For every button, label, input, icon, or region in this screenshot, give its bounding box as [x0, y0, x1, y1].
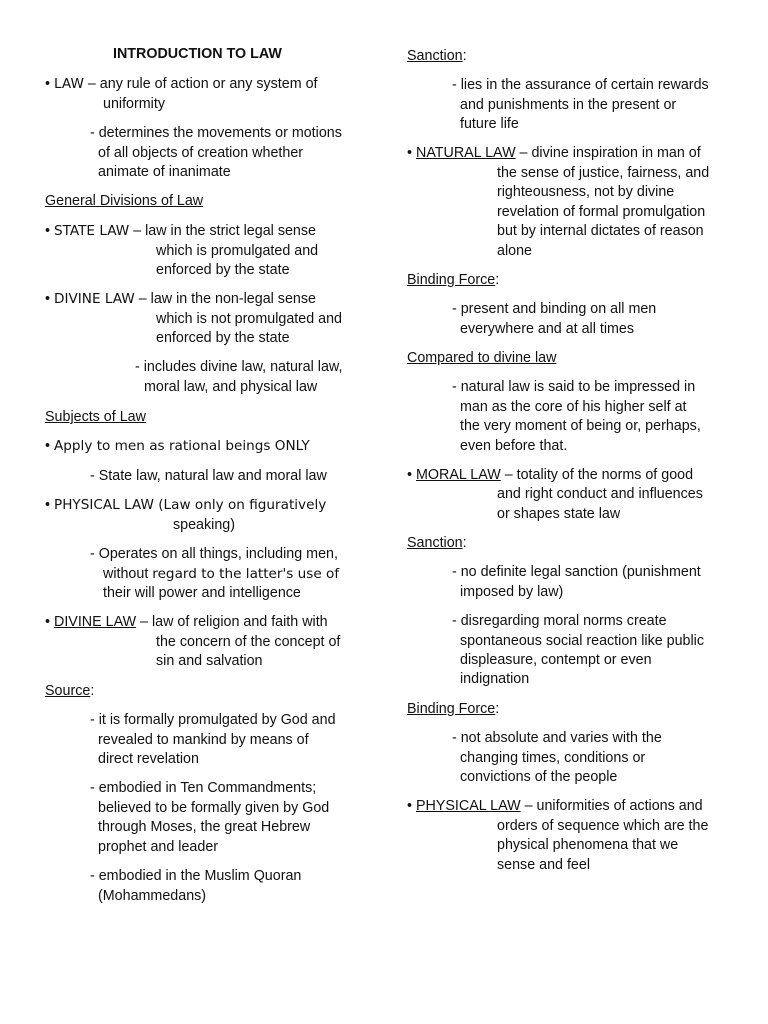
source-line: (Mohammedans) [98, 888, 207, 904]
physical-law-definition [407, 797, 703, 817]
source-line: direct revelation [98, 751, 199, 767]
sanction-line: indignation [460, 671, 530, 687]
bullet: • [407, 467, 413, 483]
natural-law-term: NATURAL LAW [416, 145, 516, 161]
colon: : [495, 701, 500, 717]
natural-law-line: but by internal dictates of reason [497, 223, 704, 239]
compared-line: - natural law is said to be impressed in [452, 379, 696, 395]
moral-law-line: – totality of the norms of good [500, 467, 694, 483]
natural-law-line: alone [497, 243, 532, 259]
divine-law-term: DIVINE LAW [54, 291, 135, 307]
source-line: revealed to mankind by means of [98, 732, 309, 748]
natural-law-line: – divine inspiration in man of [515, 145, 701, 161]
compared-line: even before that. [460, 438, 568, 454]
divine-law-definition [45, 290, 316, 310]
section-heading-source [45, 682, 94, 702]
divine-law-line: – law in the non-legal sense [134, 291, 316, 307]
state-law-line: – law in the strict legal sense [129, 223, 316, 239]
physical-law-line: sense and feel [497, 857, 590, 873]
source-line: - embodied in Ten Commandments; [90, 780, 317, 796]
divine-law-line: the concern of the concept of [156, 634, 341, 650]
divine-law-line: – law of religion and faith with [136, 614, 328, 630]
law-sub-line: of all objects of creation whether [98, 145, 304, 161]
source-line: - it is formally promulgated by God and [90, 712, 336, 728]
operates-line: - Operates on all things, including men, [90, 546, 338, 562]
physical-law-line [45, 496, 326, 516]
binding-force-label: Binding Force [407, 272, 496, 288]
binding-line: convictions of the people [460, 769, 618, 785]
sanction-line: spontaneous social reaction like public [460, 633, 704, 649]
sanction-line: and punishments in the present or [460, 97, 677, 113]
compared-line: man as the core of his higher self at [460, 399, 687, 415]
sanction-line: future life [460, 116, 519, 132]
operates-line: their will power and intelligence [103, 585, 301, 601]
sanction-line: displeasure, contempt or even [460, 652, 652, 668]
physical-law-term: PHYSICAL LAW (Law only on figuratively [54, 497, 327, 513]
sanction-line: imposed by law) [460, 584, 564, 600]
source-line: through Moses, the great Hebrew [98, 819, 311, 835]
bullet: • [45, 438, 51, 454]
section-heading-general-divisions: General Divisions of Law [45, 193, 204, 209]
natural-law-line: revelation of formal promulgation [497, 204, 706, 220]
state-law-definition [45, 222, 316, 242]
source-line: prophet and leader [98, 839, 219, 855]
divine-law-term: DIVINE LAW [54, 614, 137, 630]
section-heading-compared: Compared to divine law [407, 350, 557, 366]
law-sub-line: - determines the movements or motions [90, 125, 342, 141]
source-label: Source [45, 683, 91, 699]
source-line: - embodied in the Muslim Quoran [90, 868, 302, 884]
moral-law-line: and right conduct and influences [497, 486, 703, 502]
binding-force-label: Binding Force [407, 701, 496, 717]
moral-law-definition [407, 466, 693, 486]
bullet: • [45, 291, 51, 307]
binding-line: - not absolute and varies with the [452, 730, 662, 746]
bullet: • [45, 223, 51, 239]
compared-line: the very moment of being or, perhaps, [460, 418, 701, 434]
section-heading-sanction [407, 47, 467, 67]
includes-line: - includes divine law, natural law, [135, 359, 343, 375]
section-heading-sanction [407, 534, 467, 554]
colon: : [462, 535, 467, 551]
bullet: • [45, 497, 51, 513]
colon: : [90, 683, 95, 699]
operates-text: without [103, 566, 153, 582]
bullet: • [407, 798, 413, 814]
binding-line: everywhere and at all times [460, 321, 635, 337]
natural-law-line: the sense of justice, fairness, and [497, 165, 710, 181]
colon: : [495, 272, 500, 288]
moral-law-term: MORAL LAW [416, 467, 501, 483]
physical-law-line: physical phenomena that we [497, 837, 679, 853]
divine-law-line: sin and salvation [156, 653, 263, 669]
state-law-line: which is promulgated and [156, 243, 319, 259]
divine-law-line: which is not promulgated and [156, 311, 342, 327]
physical-law-line: – uniformities of actions and [520, 798, 703, 814]
binding-line: - present and binding on all men [452, 301, 657, 317]
law-sub-line: animate of inanimate [98, 164, 231, 180]
sanction-line: - no definite legal sanction (punishment [452, 564, 701, 580]
bullet: • [45, 76, 51, 92]
section-heading-binding-force [407, 700, 499, 720]
apply-text: Apply to men as rational beings ONLY [54, 438, 310, 454]
sanction-line: - disregarding moral norms create [452, 613, 667, 629]
law-term: LAW [54, 76, 84, 92]
includes-line: moral law, and physical law [144, 379, 318, 395]
law-definition [45, 75, 318, 95]
sanction-label: Sanction [407, 535, 463, 551]
divine-law-religion [45, 613, 328, 633]
state-list-line: - State law, natural law and moral law [90, 468, 327, 484]
operates-text: regard to the latter's use of [152, 566, 340, 582]
moral-law-line: or shapes state law [497, 506, 621, 522]
law-def-line: – any rule of action or any system of [83, 76, 318, 92]
binding-line: changing times, conditions or [460, 750, 646, 766]
law-def-line: uniformity [103, 96, 165, 112]
bullet: • [407, 145, 413, 161]
physical-law-line: speaking) [173, 517, 235, 533]
sanction-label: Sanction [407, 48, 463, 64]
bullet: • [45, 614, 51, 630]
state-law-line: enforced by the state [156, 262, 290, 278]
operates-line [103, 565, 339, 585]
section-heading-binding-force [407, 271, 499, 291]
apply-line [45, 437, 310, 457]
colon: : [462, 48, 467, 64]
physical-law-line: orders of sequence which are the [497, 818, 709, 834]
document-title: INTRODUCTION TO LAW [113, 46, 282, 62]
natural-law-definition [407, 144, 701, 164]
state-law-term: STATE LAW [54, 223, 130, 239]
divine-law-line: enforced by the state [156, 330, 290, 346]
sanction-line: - lies in the assurance of certain rewards [452, 77, 709, 93]
physical-law-term: PHYSICAL LAW [416, 798, 521, 814]
source-line: believed to be formally given by God [98, 800, 330, 816]
section-heading-subjects: Subjects of Law [45, 409, 146, 425]
natural-law-line: righteousness, not by divine [497, 184, 675, 200]
